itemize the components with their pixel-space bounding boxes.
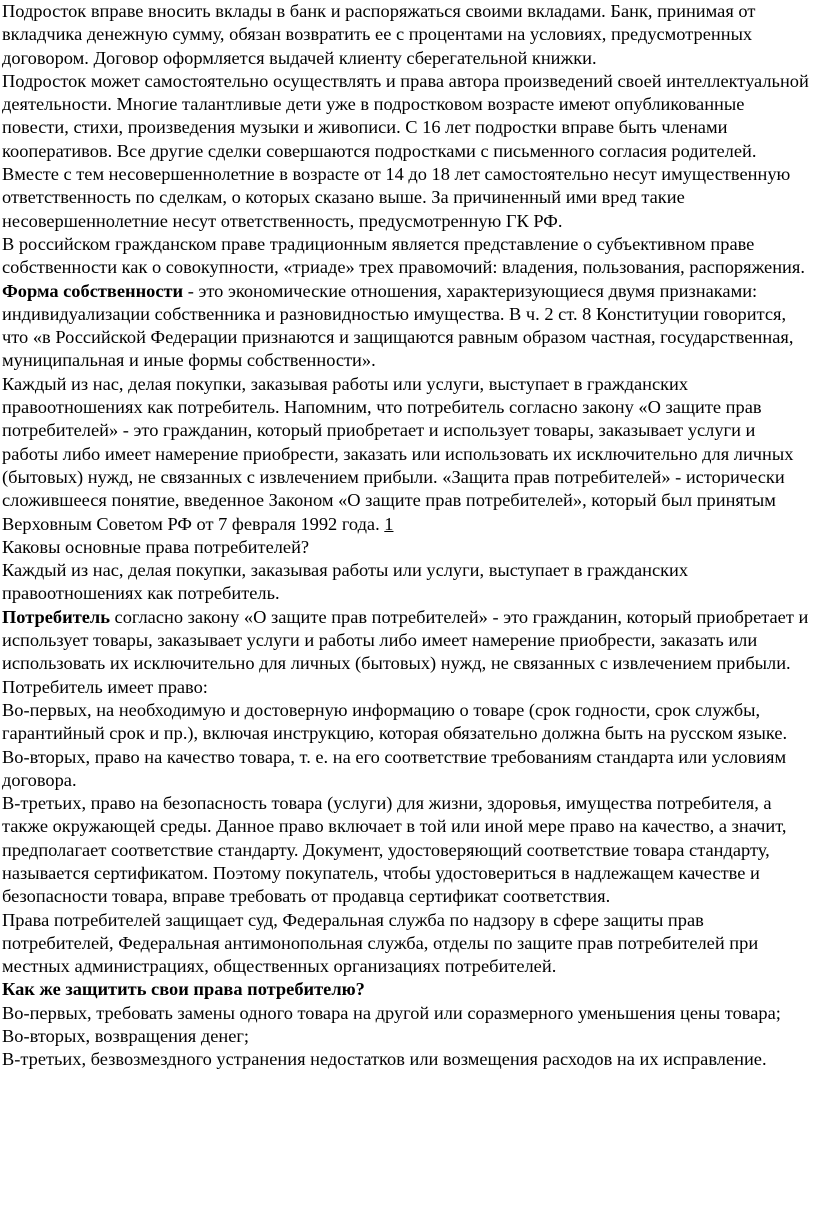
paragraph-remedy-refund: Во-вторых, возвращения денег;	[2, 1026, 250, 1047]
footnote-link[interactable]: 1	[384, 513, 394, 534]
paragraph-author-rights: Подросток может самостоятельно осуществлять и права автора произведений своей интеллектуальной деятельности. Многие талантливые дети уже в подростковом возрасте имеют опубликованные повести, стихи, произведения музыки и живописи. С 16 лет подростки вправе быть членами кооперативов. Все другие сделки совершаются подростками с письменного согласия родителей.	[2, 70, 809, 161]
consumer-intro-text: Каждый из нас, делая покупки, заказывая работы или услуги, выступает в гражданских правоотношениях как потребитель. Напомним, что потребитель согласно закону «О защите прав потребителей» - это гражданин, который приобретает и использует товары, заказывает услуги и работы либо имеет намерение приобрести, заказать или использовать их исключительно для личных (бытовых) нужд, не связанных с извлечением прибыли. «Защита прав потребителей» - исторически сложившееся понятие, введенное Законом «О защите прав потребителей», который был принятым Верховным Советом РФ от 7 февраля 1992 года.	[2, 373, 794, 534]
paragraph-liability: Вместе с тем несовершеннолетние в возрасте от 14 до 18 лет самостоятельно несут имущественную ответственность по сделкам, о которых сказано выше. За причиненный ими вред такие несовершеннолетние несут ответственность, предусмотренную ГК РФ.	[2, 164, 791, 231]
paragraph-remedy-replacement: Во-первых, требовать замены одного товара на другой или соразмерного уменьшения цены товара;	[2, 1002, 781, 1023]
paragraph-right-safety: В-третьих, право на безопасность товара (услуги) для жизни, здоровья, имущества потребителя, а также окружающей среды. Данное право включает в той или иной мере право на качество, а значит, предполагает соответствие стандарту. Документ, удостоверяющий соответствие товара стандарту, называется сертификатом. Поэтому покупатель, чтобы удостовериться в надлежащем качестве и безопасности товара, вправе требовать от продавца сертификат соответствия.	[2, 793, 787, 907]
paragraph-right-quality: Во-вторых, право на качество товара, т. е. на его соответствие требованиям стандарта или условиям договора.	[2, 746, 787, 790]
paragraph-right-information: Во-первых, на необходимую и достоверную информацию о товаре (срок годности, срок службы, гарантийный срок и пр.), включая инструкцию, которая обязательно должна быть на русском языке.	[2, 699, 788, 744]
paragraph-consumer-has-right: Потребитель имеет право:	[2, 676, 208, 697]
paragraph-deposits: Подросток вправе вносить вклады в банк и распоряжаться своими вкладами. Банк, принимая от вкладчика денежную сумму, обязан возвратить ее с процентами на условиях, предусмотренных договором. Договор оформляется выдачей клиенту сберегательной книжки.	[2, 1, 756, 68]
definition-consumer: согласно закону «О защите прав потребителей» - это гражданин, который приобретает и использует товары, заказывает услуги и работы либо имеет намерение приобрести, заказать или использовать их исключительно для личных (бытовых) нужд, не связанных с извлечением прибыли.	[2, 606, 809, 674]
paragraph-form-of-ownership	[2, 280, 812, 373]
paragraph-ownership-triad: В российском гражданском праве традиционным является представление о субъективном праве собственности как о совокупности, «триаде» трех правомочий: владения, пользования, распоряжения.	[2, 233, 805, 278]
term-form-of-ownership: Форма собственности	[2, 280, 184, 301]
paragraph-consumer-definition	[2, 606, 812, 676]
paragraph-protectors: Права потребителей защищает суд, Федеральная служба по надзору в сфере защиты прав потребителей, Федеральная антимонопольная служба, отделы по защите прав потребителей при местных администрациях, общественных организациях потребителей.	[2, 909, 759, 977]
paragraph-consumer-intro	[2, 373, 812, 536]
definition-form-of-ownership: - это экономические отношения, характеризующиеся двумя признаками: индивидуализации собственника и разновидностью имущества. В ч. 2 ст. 8 Конституции говорится, что «в Российской Федерации признаются и защищаются равным образом частная, государственная, муниципальная и иные формы собственности».	[2, 280, 794, 371]
paragraph-remedy-repair: В-третьих, безвозмездного устранения недостатков или возмещения расходов на их исправление.	[2, 1049, 767, 1070]
paragraph-consumer-role: Каждый из нас, делая покупки, заказывая работы или услуги, выступает в гражданских правоотношениях как потребитель.	[2, 560, 689, 604]
paragraph-question-rights: Каковы основные права потребителей?	[2, 536, 310, 557]
heading-how-to-protect: Как же защитить свои права потребителю?	[2, 979, 365, 1000]
term-consumer: Потребитель	[2, 606, 110, 627]
